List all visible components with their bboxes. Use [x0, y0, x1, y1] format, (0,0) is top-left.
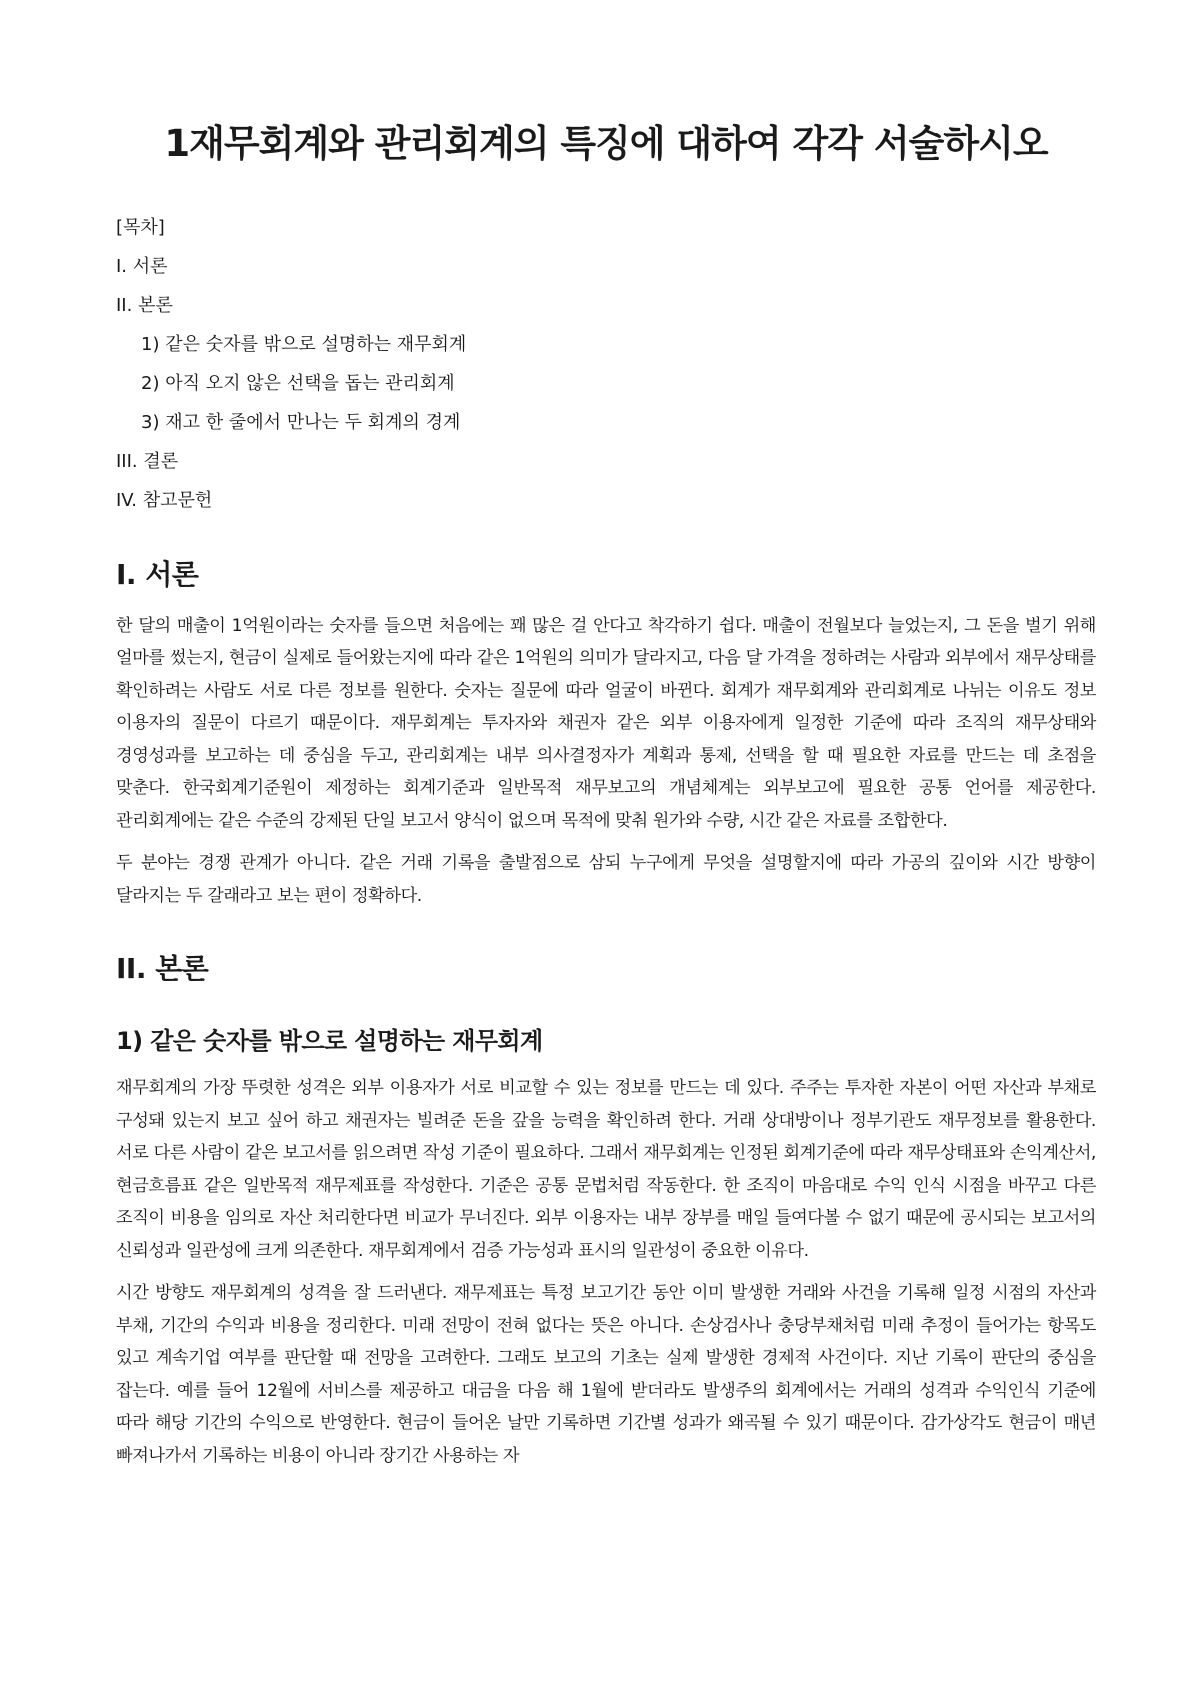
section-heading-intro: I. 서론	[116, 558, 199, 592]
document-title: 1재무회계와 관리회계의 특징에 대하여 각각 서술하시오	[164, 122, 1048, 165]
financial-accounting-paragraph-2: 시간 방향도 재무회계의 성격을 잘 드러낸다. 재무제표는 특정 보고기간 동안 이미 발생한 거래와 사건을 기록해 일정 시점의 자산과 부채, 기간의 수익과 비용을 정리한다. 미래 전망이 전혀 없다는 뜻은 아니다. 손상검사나 충당부채처럼 미래 추정이 들어가는 항목도 있고 계속기업 여부를 판단할 때 전망을 고려한다. 그래도 보고의 기초는 실제 발생한 경제적 사건이다. 지난 기록이 판단의 중심을 잡는다. 예를 들어 12월에 서비스를 제공하고 대금을 다음 해 1월에 받더라도 발생주의 회계에서는 거래의 성격과 수익인식 기준에 따라 해당 기간의 수익으로 반영한다. 현금이 들어온 날만 기록하면 기간별 성과가 왜곡될 수 있기 때문이다. 감가상각도 현금이 매년 빠져나가서 기록하는 비용이 아니라 장기간 사용하는 자	[116, 1283, 1096, 1466]
intro-section	[116, 558, 1096, 912]
toc-item-conclusion: III. 결론	[116, 451, 179, 473]
table-of-contents	[116, 208, 1096, 520]
body-section	[116, 952, 1096, 1472]
toc-subitem-3: 3) 재고 한 줄에서 만나는 두 회계의 경계	[141, 412, 461, 434]
toc-item-body: II. 본론	[116, 295, 173, 317]
financial-accounting-paragraph-1: 재무회계의 가장 뚜렷한 성격은 외부 이용자가 서로 비교할 수 있는 정보를 만드는 데 있다. 주주는 투자한 자본이 어떤 자산과 부채로 구성돼 있는지 보고 싶어 하고 채권자는 빌려준 돈을 갚을 능력을 확인하려 한다. 거래 상대방이나 정부기관도 재무정보를 활용한다. 서로 다른 사람이 같은 보고서를 읽으려면 작성 기준이 필요하다. 그래서 재무회계는 인정된 회계기준에 따라 재무상태표와 손익계산서, 현금흐름표 같은 일반목적 재무제표를 작성한다. 기준은 공통 문법처럼 작동한다. 한 조직이 마음대로 수익 인식 시점을 바꾸고 다른 조직이 비용을 임의로 자산 처리한다면 비교가 무너진다. 외부 이용자는 내부 장부를 매일 들여다볼 수 없기 때문에 공시되는 보고서의 신뢰성과 일관성에 크게 의존한다. 재무회계에서 검증 가능성과 표시의 일관성이 중요한 이유다.	[116, 1078, 1096, 1261]
toc-subitem-2: 2) 아직 오지 않은 선택을 돕는 관리회계	[141, 373, 455, 395]
intro-paragraph-2: 두 분야는 경쟁 관계가 아니다. 같은 거래 기록을 출발점으로 삼되 누구에게 무엇을 설명할지에 따라 가공의 깊이와 시간 방향이 달라지는 두 갈래라고 보는 편이 정확하다.	[116, 853, 1096, 906]
toc-heading: [목차]	[116, 217, 165, 239]
toc-subitem-1: 1) 같은 숫자를 밖으로 설명하는 재무회계	[141, 334, 467, 356]
section-heading-body: II. 본론	[116, 952, 209, 986]
section-spacer	[116, 922, 1096, 952]
toc-item-intro: I. 서론	[116, 256, 168, 278]
subsection-spacer	[116, 1004, 1096, 1026]
subsection-heading-financial-accounting: 1) 같은 숫자를 밖으로 설명하는 재무회계	[116, 1027, 543, 1056]
intro-paragraph-1: 한 달의 매출이 1억원이라는 숫자를 들으면 처음에는 꽤 많은 걸 안다고 착각하기 쉽다. 매출이 전월보다 늘었는지, 그 돈을 벌기 위해 얼마를 썼는지, 현금이 실제로 들어왔는지에 따라 같은 1억원의 의미가 달라지고, 다음 달 가격을 정하려는 사람과 외부에서 재무상태를 확인하려는 사람도 서로 다른 정보를 원한다. 숫자는 질문에 따라 얼굴이 바뀐다. 회계가 재무회계와 관리회계로 나뉘는 이유도 정보 이용자의 질문이 다르기 때문이다. 재무회계는 투자자와 채권자 같은 외부 이용자에게 일정한 기준에 따라 조직의 재무상태와 경영성과를 보고하는 데 중심을 두고, 관리회계는 내부 의사결정자가 계획과 통제, 선택을 할 때 필요한 자료를 만드는 데 초점을 맞춘다. 한국회계기준원이 제정하는 회계기준과 일반목적 재무보고의 개념체계는 외부보고에 필요한 공통 언어를 제공한다. 관리회계에는 같은 수준의 강제된 단일 보고서 양식이 없으며 목적에 맞춰 원가와 수량, 시간 같은 자료를 조합한다.	[116, 615, 1096, 831]
toc-item-references: IV. 참고문헌	[116, 490, 213, 512]
